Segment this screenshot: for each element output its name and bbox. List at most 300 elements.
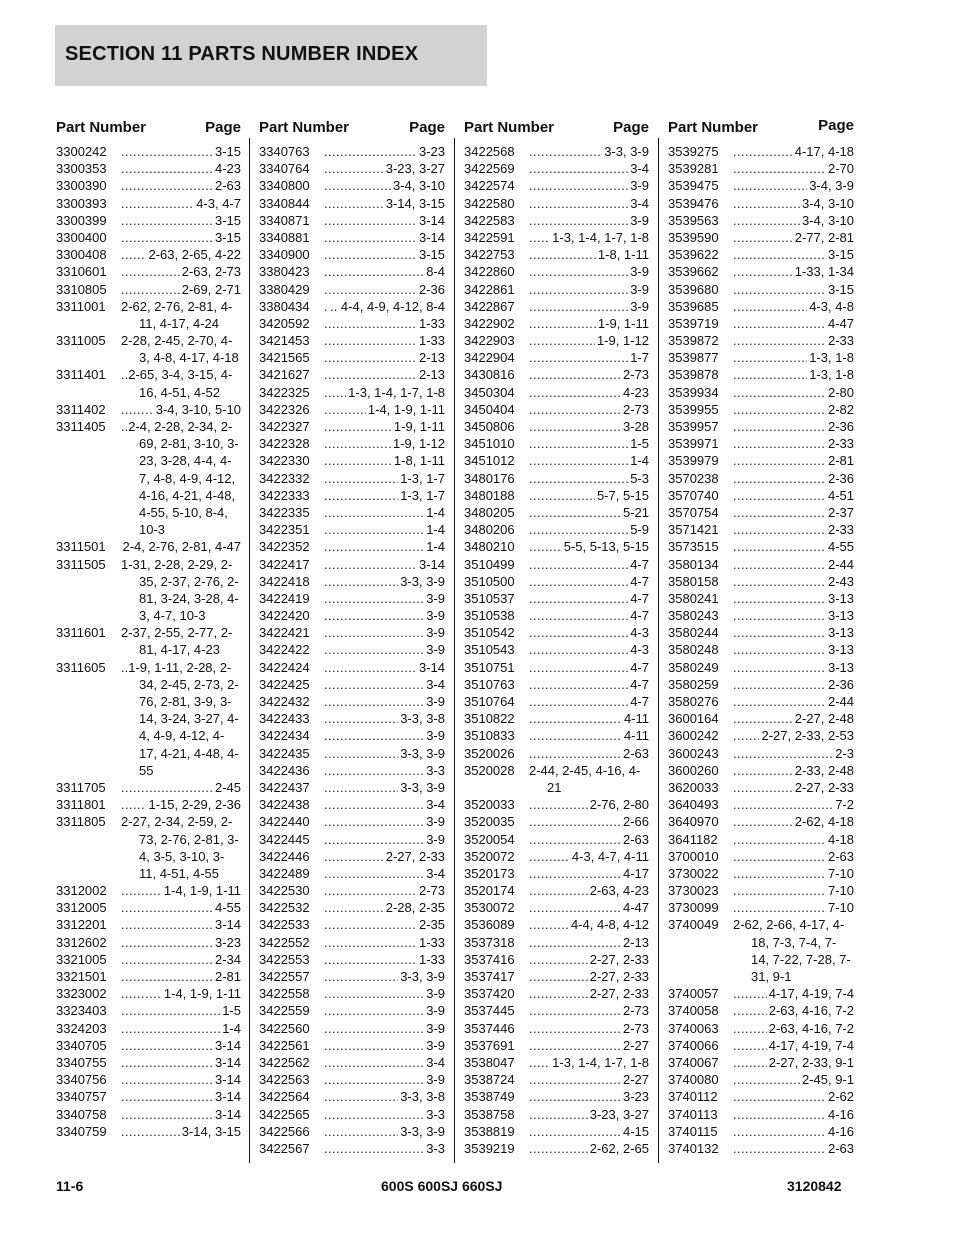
leader-dots xyxy=(529,899,621,916)
part-number: 3421627 xyxy=(259,367,310,383)
leader-dots xyxy=(529,624,628,641)
index-row xyxy=(668,607,854,624)
index-row xyxy=(668,693,854,710)
part-number: 3323403 xyxy=(56,1003,107,1019)
index-column-3 xyxy=(464,119,649,1157)
leader-dots xyxy=(733,556,826,573)
part-number: 3640493 xyxy=(668,797,719,813)
leader-dots xyxy=(121,160,213,177)
leader-dots xyxy=(733,177,807,194)
index-row xyxy=(464,315,649,332)
page-reference: 4-55 xyxy=(214,900,241,916)
leader-dots xyxy=(324,745,398,762)
page-reference: 1-4, 1-9, 1-11 xyxy=(367,401,445,417)
part-number-header: Part Number xyxy=(259,119,350,136)
index-row xyxy=(668,1088,854,1105)
part-number: 3340756 xyxy=(56,1072,107,1088)
part-number: 3422867 xyxy=(464,298,515,314)
leader-dots xyxy=(324,263,424,280)
index-row xyxy=(259,676,445,693)
page-reference: 3-14 xyxy=(418,212,445,228)
index-row xyxy=(464,745,649,762)
index-row xyxy=(56,951,241,968)
part-number: 3311001 xyxy=(56,298,106,314)
index-row xyxy=(464,1123,649,1140)
page-reference: 4-16 xyxy=(827,1106,854,1122)
index-row xyxy=(259,727,445,744)
index-row xyxy=(668,487,854,504)
leader-dots xyxy=(121,899,213,916)
part-number: 3311501 xyxy=(56,539,106,555)
index-row xyxy=(259,813,445,830)
page-reference: 3-15 xyxy=(214,212,241,228)
leader-dots xyxy=(733,882,826,899)
part-number: 3422328 xyxy=(259,436,310,452)
page-reference: 1-33, 1-34 xyxy=(794,264,854,280)
page-reference: 3-15 xyxy=(214,144,241,159)
page-reference: 4-7 xyxy=(630,676,649,692)
index-row xyxy=(464,281,649,298)
column-header xyxy=(668,119,854,143)
part-number: 3422417 xyxy=(259,556,310,572)
page-reference: 2-27, 2-33 xyxy=(794,779,854,795)
index-row xyxy=(259,1106,445,1123)
index-rows xyxy=(464,143,649,1157)
page-reference: 3-9 xyxy=(426,1003,445,1019)
index-row xyxy=(56,813,241,882)
index-row xyxy=(259,246,445,263)
index-row xyxy=(259,916,445,933)
page-reference: 5-5, 5-13, 5-15 xyxy=(563,539,649,555)
leader-dots xyxy=(733,710,793,727)
index-row xyxy=(56,1071,241,1088)
leader-dots xyxy=(529,710,622,727)
index-row xyxy=(259,848,445,865)
page-reference: 2-13 xyxy=(418,350,445,366)
page-reference: 3-3, 3-9 xyxy=(400,1123,445,1139)
part-number: 3580248 xyxy=(668,642,719,658)
part-number: 3422435 xyxy=(259,745,310,761)
leader-dots xyxy=(324,710,398,727)
part-number: 3422569 xyxy=(464,161,515,177)
part-number: 3422351 xyxy=(259,522,310,538)
page-reference: 4-7 xyxy=(630,556,649,572)
part-number: 3422327 xyxy=(259,419,310,434)
page-reference: 3-9 xyxy=(426,1072,445,1088)
page-reference: 2-4, 2-76, 2-81, 4-47 xyxy=(122,539,241,555)
part-number: 3422558 xyxy=(259,986,310,1002)
page-reference: 4-18 xyxy=(827,831,854,847)
part-number: 3740112 xyxy=(668,1089,718,1105)
index-row xyxy=(56,1054,241,1071)
index-row xyxy=(464,710,649,727)
index-rows xyxy=(259,143,445,1157)
leader-dots xyxy=(121,246,146,263)
leader-dots xyxy=(324,831,424,848)
index-row xyxy=(56,229,241,246)
page-reference: 1-4 xyxy=(426,539,445,555)
part-number: 3422326 xyxy=(259,401,310,417)
page-reference: 7-2 xyxy=(835,797,854,813)
index-row xyxy=(259,504,445,521)
index-row xyxy=(668,470,854,487)
index-row xyxy=(668,659,854,676)
index-row xyxy=(464,521,649,538)
part-number: 3340758 xyxy=(56,1106,107,1122)
leader-dots xyxy=(121,229,213,246)
part-number: 3530072 xyxy=(464,900,515,916)
page-reference: 2-63 xyxy=(622,745,649,761)
part-number: 3422563 xyxy=(259,1072,310,1088)
leader-dots xyxy=(733,366,807,383)
page-reference: 2-63, 4-16, 7-2 xyxy=(768,1003,854,1019)
leader-dots xyxy=(324,968,398,985)
page-reference: 4-23 xyxy=(622,384,649,400)
page-reference: 2-62, 2-65 xyxy=(589,1140,649,1156)
page-reference: 3-4 xyxy=(426,676,445,692)
index-row xyxy=(668,281,854,298)
part-number: 3422903 xyxy=(464,333,515,349)
part-number: 3422421 xyxy=(259,625,310,641)
page-reference: 3-14 xyxy=(418,659,445,675)
page-reference: 5-7, 5-15 xyxy=(596,487,649,503)
page-reference: 2-27, 2-48 xyxy=(794,711,854,727)
page-reference: 7-10 xyxy=(827,883,854,899)
index-column-2 xyxy=(259,119,445,1157)
leader-dots xyxy=(529,1054,550,1071)
page-reference: 3-4 xyxy=(426,865,445,881)
part-number: 3450304 xyxy=(464,384,515,400)
index-row xyxy=(668,1037,854,1054)
leader-dots xyxy=(121,1020,220,1037)
leader-dots xyxy=(529,195,628,212)
page-reference: 2-63, 4-23 xyxy=(589,883,649,899)
index-row xyxy=(259,641,445,658)
index-row xyxy=(464,934,649,951)
leader-dots xyxy=(733,1088,826,1105)
leader-dots xyxy=(324,727,424,744)
part-number: 3539934 xyxy=(668,384,719,400)
part-number: 3600242 xyxy=(668,728,719,744)
index-row xyxy=(668,813,854,830)
page-reference: 2-81 xyxy=(214,969,241,984)
index-row xyxy=(259,487,445,504)
leader-dots xyxy=(324,865,424,882)
part-number: 3300393 xyxy=(56,195,107,211)
part-number: 3422445 xyxy=(259,831,310,847)
page-reference: 2-62, 4-18 xyxy=(794,814,854,830)
page-reference: 1-3, 1-7 xyxy=(400,470,445,486)
part-number: 3539219 xyxy=(464,1140,515,1156)
index-row xyxy=(56,401,241,418)
page-reference: 2-37 xyxy=(827,504,854,520)
page-reference: 4-11 xyxy=(623,711,649,727)
page-reference: 3-4, 3-10 xyxy=(801,195,854,211)
page-reference: 2-36 xyxy=(827,676,854,692)
part-number: 3311402 xyxy=(56,401,106,417)
page-reference: 2-63, 4-16, 7-2 xyxy=(768,1020,854,1036)
page-reference: 2-73 xyxy=(622,367,649,383)
page-reference: 3-14 xyxy=(214,1037,241,1053)
index-row xyxy=(259,899,445,916)
index-row xyxy=(259,762,445,779)
leader-dots xyxy=(324,1071,424,1088)
part-number: 3730022 xyxy=(668,865,719,881)
index-row xyxy=(259,865,445,882)
part-number: 3324203 xyxy=(56,1020,107,1036)
index-row xyxy=(464,727,649,744)
index-row xyxy=(259,366,445,383)
leader-dots xyxy=(733,624,826,641)
leader-dots xyxy=(121,779,213,796)
part-number: 3538047 xyxy=(464,1054,515,1070)
index-row xyxy=(259,607,445,624)
page-reference: 2-36 xyxy=(418,281,445,297)
part-number: 3300400 xyxy=(56,229,107,245)
index-row xyxy=(464,1020,649,1037)
index-row xyxy=(259,1088,445,1105)
index-row xyxy=(668,1106,854,1123)
index-row xyxy=(668,1054,854,1071)
part-number: 3422438 xyxy=(259,797,310,813)
index-row xyxy=(464,538,649,555)
page-reference: 3-15 xyxy=(827,247,854,263)
part-number: 3539622 xyxy=(668,247,719,263)
index-row xyxy=(668,676,854,693)
page-reference: 1-4, 1-9, 1-11 xyxy=(163,883,241,899)
index-row xyxy=(259,349,445,366)
leader-dots xyxy=(324,899,384,916)
index-row xyxy=(464,676,649,693)
leader-dots xyxy=(529,968,588,985)
page-reference: 3-4, 3-9 xyxy=(809,178,854,194)
part-number: 3600164 xyxy=(668,711,719,727)
part-number: 3740063 xyxy=(668,1020,719,1036)
leader-dots xyxy=(324,332,417,349)
index-row xyxy=(464,298,649,315)
part-number: 3300242 xyxy=(56,144,107,159)
index-row xyxy=(464,452,649,469)
index-row xyxy=(464,1088,649,1105)
index-row xyxy=(668,1071,854,1088)
index-row xyxy=(668,1020,854,1037)
page-reference: 3-3 xyxy=(426,1140,445,1156)
page-reference: 4-17, 4-18 xyxy=(794,144,854,159)
page-reference: 2-73 xyxy=(418,883,445,899)
page-reference: ..2-4, 2-28, 2-34, 2-69, 2-81, 3-10, 3-23, 3-28, 4-4, 4-7, 4-8, 4-9, 4-12, 4-16, 4-21, 4-48, 4-55, 5-10, 8-4, 10-3 xyxy=(121,419,239,538)
index-row xyxy=(668,332,854,349)
part-number: 3570754 xyxy=(668,504,719,520)
leader-dots xyxy=(733,435,826,452)
leader-dots xyxy=(733,521,826,538)
part-number: 3539662 xyxy=(668,264,719,280)
index-row xyxy=(464,693,649,710)
part-number: 3537416 xyxy=(464,951,515,967)
part-number: 3539590 xyxy=(668,229,719,245)
part-number: 3580259 xyxy=(668,676,719,692)
part-number: 3510537 xyxy=(464,590,515,606)
leader-dots xyxy=(733,693,826,710)
part-number: 3520035 xyxy=(464,814,515,830)
leader-dots xyxy=(529,1106,588,1123)
part-number: 3620033 xyxy=(668,779,719,795)
index-row xyxy=(668,229,854,246)
part-number: 3422352 xyxy=(259,539,310,555)
part-number: 3539957 xyxy=(668,419,719,434)
leader-dots xyxy=(324,556,417,573)
index-row xyxy=(464,659,649,676)
leader-dots xyxy=(733,401,826,418)
leader-dots xyxy=(529,246,596,263)
index-row xyxy=(56,1002,241,1019)
index-row xyxy=(56,1088,241,1105)
index-row xyxy=(668,624,854,641)
page-reference: 1-33 xyxy=(418,934,445,950)
leader-dots xyxy=(733,848,826,865)
part-number: 3311705 xyxy=(56,779,106,795)
part-number: 3422860 xyxy=(464,264,515,280)
page-reference: 1-3, 1-8 xyxy=(809,350,854,366)
leader-dots xyxy=(529,831,621,848)
leader-dots xyxy=(529,848,570,865)
index-row xyxy=(259,556,445,573)
page-reference: 2-80 xyxy=(827,384,854,400)
page-reference: 3-23, 3-27 xyxy=(385,161,445,177)
leader-dots xyxy=(529,401,621,418)
page-reference: 5-21 xyxy=(622,504,649,520)
part-number: 3310805 xyxy=(56,281,107,297)
part-number: 3380434 xyxy=(259,298,310,314)
leader-dots xyxy=(121,1071,213,1088)
index-row xyxy=(464,796,649,813)
part-number: 3580276 xyxy=(668,694,719,709)
leader-dots xyxy=(529,1020,621,1037)
part-number: 3510833 xyxy=(464,728,515,744)
leader-dots xyxy=(324,229,417,246)
leader-dots xyxy=(121,916,213,933)
part-number: 3311801 xyxy=(56,797,106,813)
part-number: 3537417 xyxy=(464,969,515,984)
page-reference: 4-15 xyxy=(622,1123,649,1139)
index-row xyxy=(464,762,649,796)
page-reference: 3-9 xyxy=(426,590,445,606)
index-row xyxy=(56,882,241,899)
page-reference: 4-17 xyxy=(622,865,649,881)
leader-dots xyxy=(121,882,162,899)
index-row xyxy=(259,573,445,590)
page-reference: 3-14 xyxy=(418,556,445,572)
page-reference: 2-76, 2-80 xyxy=(589,797,649,813)
leader-dots xyxy=(324,1106,424,1123)
page-reference: 3-9 xyxy=(426,986,445,1002)
part-number: 3422904 xyxy=(464,350,515,366)
part-number: 3340764 xyxy=(259,161,310,177)
page-reference: 4-3, 4-7, 4-11 xyxy=(571,848,649,864)
page-reference: 3-13 xyxy=(827,590,854,606)
page-reference: 3-28 xyxy=(622,419,649,434)
index-row xyxy=(464,470,649,487)
page-reference: 3-9 xyxy=(630,178,649,194)
part-number: 3520028 xyxy=(464,762,515,778)
index-row xyxy=(259,968,445,985)
leader-dots xyxy=(121,212,213,229)
leader-dots xyxy=(324,813,424,830)
index-row xyxy=(259,281,445,298)
leader-dots xyxy=(733,1002,767,1019)
part-number: 3300353 xyxy=(56,161,107,177)
leader-dots xyxy=(529,745,621,762)
part-number: 3451012 xyxy=(464,453,515,469)
page-reference: 2-27, 2-33 xyxy=(589,986,649,1002)
page-reference: 3-4 xyxy=(426,797,445,813)
leader-dots xyxy=(529,727,622,744)
page-reference: 3-13 xyxy=(827,642,854,658)
part-number: 3580241 xyxy=(668,590,719,606)
part-number: 3740066 xyxy=(668,1037,719,1053)
index-row xyxy=(668,1002,854,1019)
index-row xyxy=(56,212,241,229)
leader-dots xyxy=(733,418,826,435)
part-number: 3422419 xyxy=(259,590,310,606)
index-row xyxy=(56,1106,241,1123)
leader-dots xyxy=(324,796,424,813)
part-number: 3422564 xyxy=(259,1089,310,1105)
leader-dots xyxy=(121,195,194,212)
part-number: 3580158 xyxy=(668,573,719,589)
part-number: 3740080 xyxy=(668,1072,719,1088)
leader-dots xyxy=(733,813,793,830)
page-reference: 3-3 xyxy=(426,1106,445,1122)
part-number: 3422567 xyxy=(259,1140,310,1156)
leader-dots xyxy=(121,968,213,985)
part-number: 3422446 xyxy=(259,848,310,864)
index-row xyxy=(464,246,649,263)
index-row xyxy=(259,1020,445,1037)
index-row xyxy=(56,195,241,212)
part-number: 3480176 xyxy=(464,470,515,486)
index-row xyxy=(464,229,649,246)
page-reference: 2-62 xyxy=(827,1089,854,1105)
part-number: 3539680 xyxy=(668,281,719,297)
index-row xyxy=(259,624,445,641)
page-reference: 2-63 xyxy=(827,1140,854,1156)
leader-dots xyxy=(529,934,621,951)
leader-dots xyxy=(733,504,826,521)
page-reference: 3-9 xyxy=(426,642,445,658)
part-number: 3539475 xyxy=(668,178,719,194)
leader-dots xyxy=(324,848,384,865)
index-row xyxy=(464,160,649,177)
leader-dots xyxy=(733,332,826,349)
index-row xyxy=(668,143,854,160)
page-reference: 4-3, 4-8 xyxy=(809,298,854,314)
part-number: 3539563 xyxy=(668,212,719,228)
index-row xyxy=(668,985,854,1002)
part-number: 3422418 xyxy=(259,573,310,589)
part-number: 3300399 xyxy=(56,212,107,228)
leader-dots xyxy=(324,607,424,624)
page-reference: 3-23, 3-27 xyxy=(589,1106,649,1122)
page-reference: 2-45 xyxy=(214,779,241,795)
page-reference: 2-73 xyxy=(622,401,649,417)
leader-dots xyxy=(529,418,621,435)
page-reference: 2-37, 2-55, 2-77, 2-81, 4-17, 4-23 xyxy=(121,625,233,658)
part-number: 3340871 xyxy=(259,212,310,228)
index-row xyxy=(668,762,854,779)
leader-dots xyxy=(529,676,628,693)
part-number: 3580243 xyxy=(668,608,719,624)
index-row xyxy=(259,745,445,762)
